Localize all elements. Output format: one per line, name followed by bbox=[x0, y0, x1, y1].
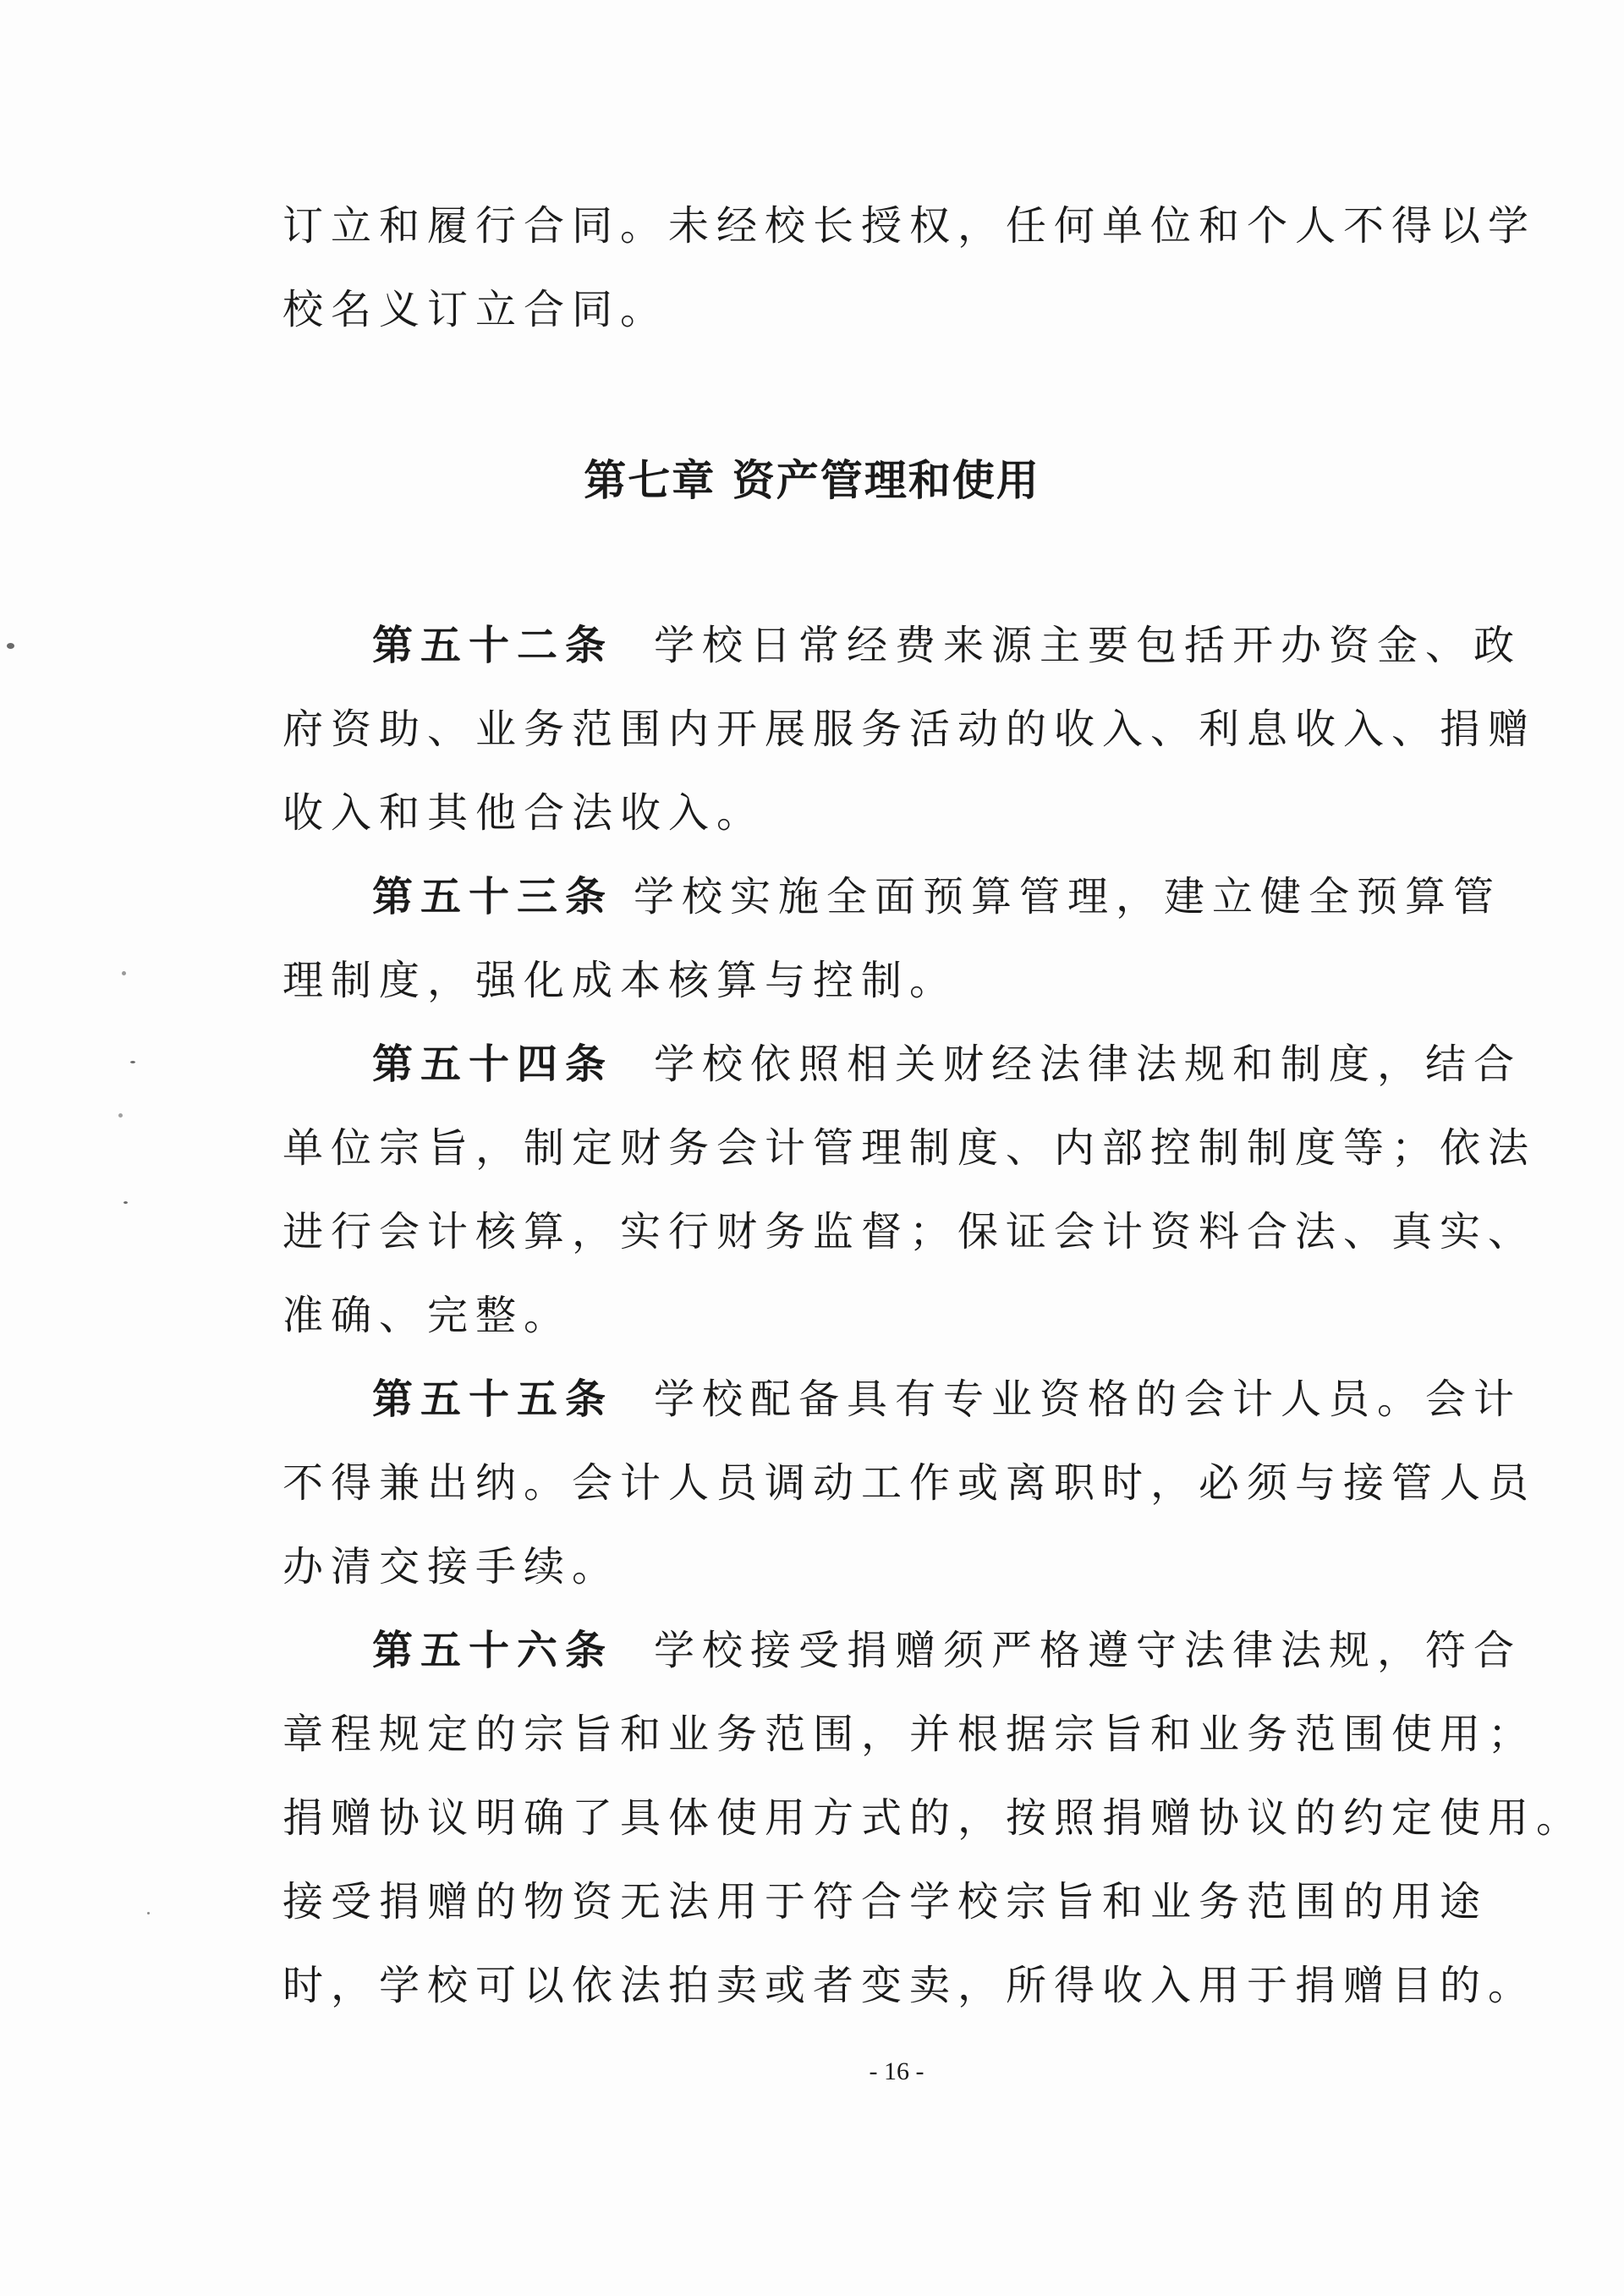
article-54 bbox=[283, 1023, 1537, 1358]
article-number: 第五十二条 bbox=[372, 622, 614, 669]
article-line: 捐赠协议明确了具体使用方式的，按照捐赠协议的约定使用。 bbox=[283, 1794, 1585, 1842]
article-line: 办清交接手续。 bbox=[283, 1543, 621, 1590]
article-text: 学校接受捐赠须严格遵守法律法规，符合 bbox=[654, 1627, 1522, 1674]
continuation-line: 校名义订立合同。 bbox=[283, 286, 669, 333]
article-text: 学校依照相关财经法律法规和制度，结合 bbox=[654, 1041, 1522, 1088]
continuation-paragraph bbox=[283, 184, 1537, 352]
article-first-line bbox=[283, 604, 1522, 688]
article-number: 第五十六条 bbox=[372, 1627, 614, 1674]
article-line: 接受捐赠的物资无法用于符合学校宗旨和业务范围的用途 bbox=[283, 1878, 1489, 1925]
article-line: 进行会计核算，实行财务监督；保证会计资料合法、真实、 bbox=[283, 1208, 1537, 1255]
scan-speck bbox=[118, 1113, 123, 1118]
scan-speck bbox=[130, 1061, 135, 1063]
article-first-line bbox=[283, 1609, 1522, 1693]
article-number: 第五十三条 bbox=[372, 873, 614, 920]
article-first-line bbox=[283, 1023, 1522, 1107]
article-line: 收入和其他合法收入。 bbox=[283, 789, 765, 837]
article-number: 第五十五条 bbox=[372, 1376, 614, 1423]
scan-speck bbox=[122, 971, 126, 975]
scan-speck bbox=[147, 1912, 150, 1914]
articles-section bbox=[283, 604, 1585, 2028]
article-line: 章程规定的宗旨和业务范围，并根据宗旨和业务范围使用； bbox=[283, 1711, 1537, 1758]
article-text: 学校配备具有专业资格的会计人员。会计 bbox=[654, 1376, 1522, 1423]
article-number: 第五十四条 bbox=[372, 1041, 614, 1088]
article-55 bbox=[283, 1358, 1537, 1609]
scan-speck bbox=[123, 1201, 128, 1204]
chapter-title: 第七章 资产管理和使用 bbox=[584, 456, 1040, 505]
continuation-line: 订立和履行合同。未经校长授权，任何单位和个人不得以学 bbox=[283, 202, 1537, 250]
article-first-line bbox=[283, 855, 1502, 939]
article-line: 准确、完整。 bbox=[283, 1292, 573, 1339]
article-56 bbox=[283, 1609, 1585, 2028]
scan-speck bbox=[7, 643, 14, 649]
page-number: - 16 - bbox=[869, 2057, 924, 2085]
article-line: 时，学校可以依法拍卖或者变卖，所得收入用于捐赠目的。 bbox=[283, 1962, 1537, 2009]
article-text: 学校实施全面预算管理，建立健全预算管 bbox=[634, 873, 1502, 920]
article-line: 不得兼出纳。会计人员调动工作或离职时，必须与接管人员 bbox=[283, 1459, 1537, 1507]
article-line: 单位宗旨，制定财务会计管理制度、内部控制制度等；依法 bbox=[283, 1124, 1537, 1172]
article-line: 理制度，强化成本核算与控制。 bbox=[283, 957, 958, 1004]
article-53 bbox=[283, 855, 1502, 1023]
article-52 bbox=[283, 604, 1537, 855]
article-line: 府资助、业务范围内开展服务活动的收入、利息收入、捐赠 bbox=[283, 706, 1537, 753]
article-text: 学校日常经费来源主要包括开办资金、政 bbox=[654, 622, 1522, 669]
article-first-line bbox=[283, 1358, 1522, 1442]
